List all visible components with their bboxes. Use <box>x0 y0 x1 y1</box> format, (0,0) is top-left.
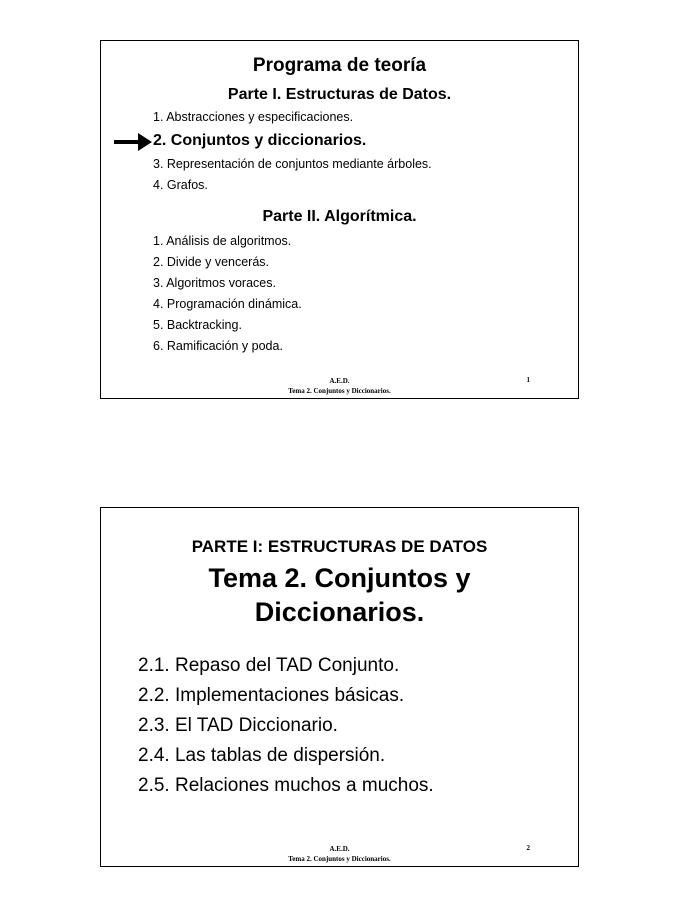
section-list <box>138 651 434 801</box>
slide-title: Programa de teoría <box>252 55 427 76</box>
list-item: 1. Análisis de algoritmos. <box>153 234 292 248</box>
list-item: 3. Algoritmos voraces. <box>153 276 276 290</box>
part-2-heading: Parte II. Algorítmica. <box>262 208 417 225</box>
list-item-current: 2. Conjuntos y diccionarios. <box>153 132 367 149</box>
list-item: 2.2. Implementaciones básicas. <box>138 685 405 706</box>
list-item: 2.3. El TAD Diccionario. <box>138 715 338 736</box>
slide-footer <box>101 376 578 396</box>
part-1-heading: Parte I. Estructuras de Datos. <box>227 86 452 103</box>
footer-course: A.E.D. <box>329 845 350 853</box>
list-item: 4. Programación dinámica. <box>153 297 302 311</box>
list-item: 6. Ramificación y poda. <box>153 339 283 353</box>
slide-footer <box>101 844 578 864</box>
list-item: 2. Divide y vencerás. <box>153 255 270 269</box>
list-item: 3. Representación de conjuntos mediante árboles. <box>153 157 432 171</box>
list-item: 1. Abstracciones y especificaciones. <box>153 110 354 124</box>
part-1-topic-list <box>153 107 432 196</box>
list-item: 2.1. Repaso del TAD Conjunto. <box>138 655 400 676</box>
slide-title <box>101 561 578 629</box>
page-number: 1 <box>526 376 530 384</box>
list-item: 2.5. Relaciones muchos a muchos. <box>138 775 434 796</box>
list-item: 4. Grafos. <box>153 178 208 192</box>
slide-1 <box>100 40 579 399</box>
title-line-2: Diccionarios. <box>254 597 425 627</box>
part-2-topic-list <box>153 231 302 357</box>
footer-topic: Tema 2. Conjuntos y Diccionarios. <box>288 855 391 863</box>
slide-2 <box>100 507 579 867</box>
footer-topic: Tema 2. Conjuntos y Diccionarios. <box>288 387 391 395</box>
arrow-right-icon <box>114 131 152 153</box>
list-item: 5. Backtracking. <box>153 318 242 332</box>
part-heading: PARTE I: ESTRUCTURAS DE DATOS <box>191 537 488 556</box>
title-line-1: Tema 2. Conjuntos y <box>208 563 471 593</box>
footer-course: A.E.D. <box>329 377 350 385</box>
list-item: 2.4. Las tablas de dispersión. <box>138 745 386 766</box>
page-number: 2 <box>526 844 530 852</box>
